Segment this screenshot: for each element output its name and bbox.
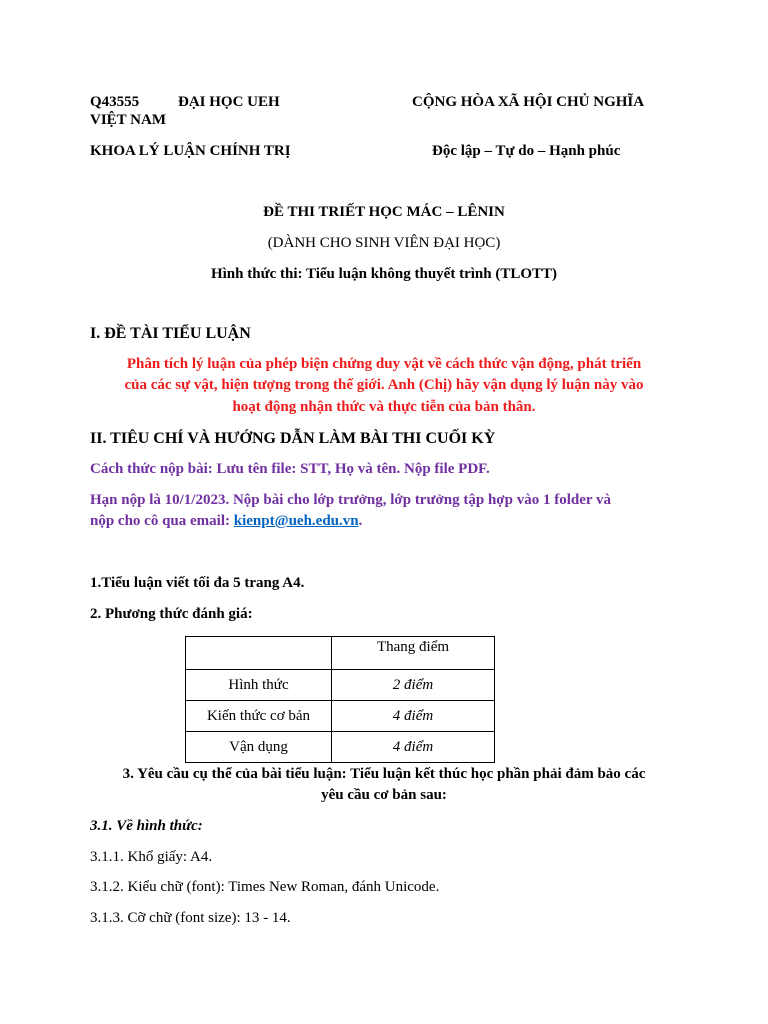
faculty-name: KHOA LÝ LUẬN CHÍNH TRỊ	[90, 143, 291, 159]
format-subheading: 3.1. Về hình thức:	[90, 818, 203, 834]
requirement-page-limit: 1.Tiểu luận viết tối đa 5 trang A4.	[90, 575, 305, 591]
section-1-heading: I. ĐỀ TÀI TIỂU LUẬN	[90, 325, 251, 342]
exam-subtitle: (DÀNH CHO SINH VIÊN ĐẠI HỌC)	[267, 235, 501, 251]
table-cell-score: 4 điểm	[332, 701, 495, 732]
table-cell-criterion: Vận dụng	[186, 732, 332, 763]
exam-format: Hình thức thi: Tiểu luận không thuyết trình (TLOTT)	[210, 266, 558, 282]
topic-line-2: của các sự vật, hiện tượng trong thế giới. Anh (Chị) hãy vận dụng lý luận này vào	[124, 377, 644, 393]
table-row	[186, 732, 495, 763]
submission-method: Cách thức nộp bài: Lưu tên file: STT, Họ và tên. Nộp file PDF.	[90, 461, 490, 477]
deadline-line-2	[90, 513, 362, 530]
table-cell-criterion: Kiến thức cơ bản	[186, 701, 332, 732]
topic-line-3: hoạt động nhận thức và thực tiễn của bản thân.	[232, 399, 536, 415]
font-requirement: 3.1.2. Kiểu chữ (font): Times New Roman, đánh Unicode.	[90, 879, 440, 895]
table-row	[186, 670, 495, 701]
table-cell-score: 4 điểm	[332, 732, 495, 763]
requirement-details-line-1: 3. Yêu cầu cụ thể của bài tiểu luận: Tiểu luận kết thúc học phần phải đảm bảo các	[122, 766, 646, 782]
university-name: ĐẠI HỌC UEH	[178, 94, 280, 110]
topic-line-1: Phân tích lý luận của phép biện chứng duy vật về cách thức vận động, phát triển	[126, 356, 642, 372]
table-header-row	[186, 637, 495, 670]
republic-title: CỘNG HÒA XÃ HỘI CHỦ NGHĨA	[412, 94, 645, 110]
exam-title: ĐỀ THI TRIẾT HỌC MÁC – LÊNIN	[263, 204, 505, 220]
document-code: Q43555	[90, 94, 140, 110]
table-row	[186, 701, 495, 732]
deadline-suffix: .	[358, 513, 363, 529]
deadline-line-1: Hạn nộp là 10/1/2023. Nộp bài cho lớp trưởng, lớp trưởng tập hợp vào 1 folder và	[90, 492, 611, 508]
section-2-heading: II. TIÊU CHÍ VÀ HƯỚNG DẪN LÀM BÀI THI CUỐI KỲ	[90, 430, 496, 447]
table-cell-empty	[186, 637, 332, 670]
paper-size-requirement: 3.1.1. Khổ giấy: A4.	[90, 849, 213, 865]
scoring-table	[185, 636, 495, 763]
email-link[interactable]: kienpt@ueh.edu.vn	[233, 513, 359, 529]
table-cell-criterion: Hình thức	[186, 670, 332, 701]
national-motto: Độc lập – Tự do – Hạnh phúc	[432, 143, 621, 159]
evaluation-method-label: 2. Phương thức đánh giá:	[90, 606, 253, 622]
republic-title-continued: VIỆT NAM	[90, 112, 166, 128]
table-header-score: Thang điểm	[332, 637, 495, 670]
table-cell-score: 2 điểm	[332, 670, 495, 701]
font-size-requirement: 3.1.3. Cỡ chữ (font size): 13 - 14.	[90, 910, 291, 926]
requirement-details-line-2: yêu cầu cơ bản sau:	[321, 787, 447, 803]
deadline-prefix: nộp cho cô qua email:	[90, 513, 234, 529]
